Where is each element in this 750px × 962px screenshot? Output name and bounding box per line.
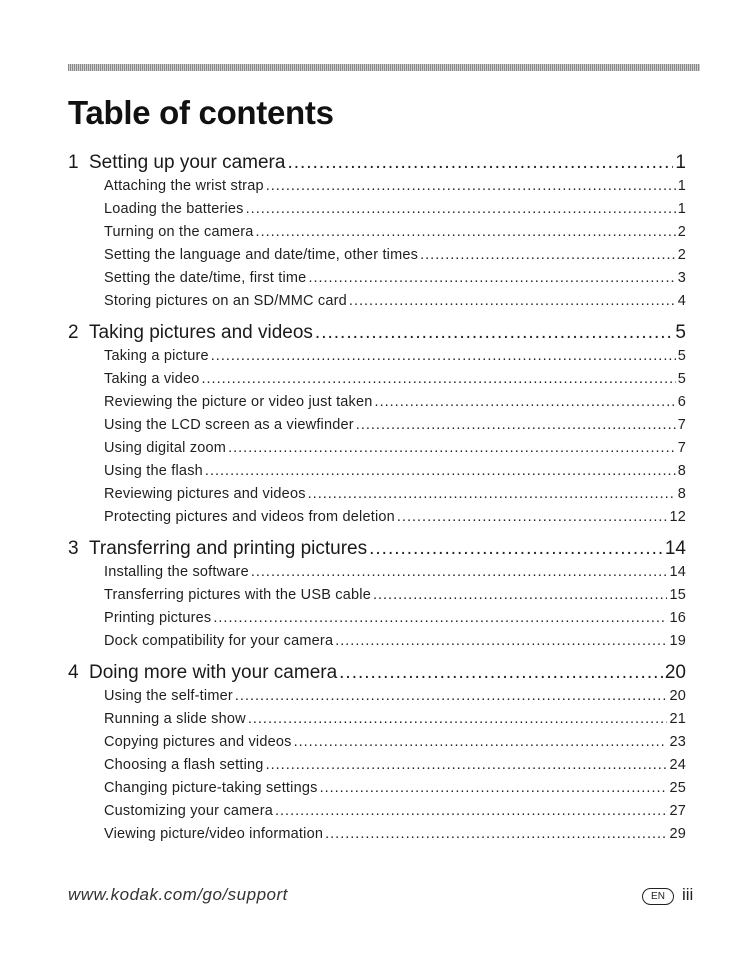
toc-chapter-entry[interactable]	[68, 660, 686, 685]
toc-section-entry[interactable]	[104, 777, 686, 800]
leader-dots	[339, 660, 663, 685]
toc-chapter	[68, 150, 686, 313]
toc-section-entry[interactable]	[104, 345, 686, 368]
section-title: Turning on the camera	[104, 224, 254, 240]
section-title: Running a slide show	[104, 711, 246, 727]
chapter-title: Transferring and printing pictures	[89, 538, 368, 559]
leader-dots	[308, 483, 676, 506]
toc-chapter-entry[interactable]	[68, 536, 686, 561]
leader-dots	[420, 244, 676, 267]
chapter-page: 14	[664, 538, 686, 559]
leader-dots	[251, 561, 668, 584]
section-page: 7	[677, 440, 686, 456]
section-page: 15	[669, 587, 686, 603]
section-page: 20	[669, 688, 686, 704]
chapter-page: 5	[675, 322, 686, 343]
section-page: 2	[677, 247, 686, 263]
leader-dots	[335, 630, 667, 653]
leader-dots	[205, 460, 676, 483]
leader-dots	[349, 290, 676, 313]
toc-chapter	[68, 536, 686, 653]
toc-section-entry[interactable]	[104, 561, 686, 584]
section-title: Copying pictures and videos	[104, 734, 292, 750]
chapter-number: 2	[68, 322, 79, 343]
section-page: 3	[677, 270, 686, 286]
section-title: Viewing picture/video information	[104, 826, 324, 842]
section-page: 5	[677, 348, 686, 364]
leader-dots	[325, 823, 667, 846]
section-page: 21	[669, 711, 686, 727]
section-title: Using the flash	[104, 463, 203, 479]
header-rule	[68, 64, 700, 71]
section-page: 4	[677, 293, 686, 309]
leader-dots	[266, 175, 676, 198]
section-title: Printing pictures	[104, 610, 212, 626]
toc-chapter	[68, 660, 686, 846]
leader-dots	[256, 221, 676, 244]
section-page: 14	[669, 564, 686, 580]
section-page: 27	[669, 803, 686, 819]
leader-dots	[373, 584, 668, 607]
chapter-number: 3	[68, 538, 79, 559]
leader-dots	[211, 345, 676, 368]
section-title: Setting the date/time, first time	[104, 270, 307, 286]
section-title: Changing picture-taking settings	[104, 780, 318, 796]
toc-section-entry[interactable]	[104, 391, 686, 414]
section-title: Taking a picture	[104, 348, 209, 364]
leader-dots	[248, 708, 668, 731]
section-title: Transferring pictures with the USB cable	[104, 587, 371, 603]
leader-dots	[369, 536, 663, 561]
section-title: Loading the batteries	[104, 201, 244, 217]
toc-chapter	[68, 320, 686, 529]
leader-dots	[246, 198, 676, 221]
section-page: 16	[669, 610, 686, 626]
toc-section-entry[interactable]	[104, 368, 686, 391]
leader-dots	[320, 777, 668, 800]
toc-section-entry[interactable]	[104, 414, 686, 437]
section-title: Reviewing pictures and videos	[104, 486, 306, 502]
toc-chapter-entry[interactable]	[68, 150, 686, 175]
section-title: Protecting pictures and videos from deletion	[104, 509, 395, 525]
section-page: 12	[669, 509, 686, 525]
section-page: 23	[669, 734, 686, 750]
section-page: 25	[669, 780, 686, 796]
leader-dots	[266, 754, 668, 777]
leader-dots	[315, 320, 674, 345]
toc-section-entry[interactable]	[104, 267, 686, 290]
section-page: 2	[677, 224, 686, 240]
section-page: 29	[669, 826, 686, 842]
section-title: Installing the software	[104, 564, 249, 580]
leader-dots	[202, 368, 676, 391]
section-title: Using digital zoom	[104, 440, 227, 456]
toc-section-entry[interactable]	[104, 198, 686, 221]
toc-section-entry[interactable]	[104, 800, 686, 823]
chapter-title: Setting up your camera	[89, 152, 286, 173]
toc-section-entry[interactable]	[104, 584, 686, 607]
section-title: Choosing a flash setting	[104, 757, 264, 773]
toc-section-entry[interactable]	[104, 244, 686, 267]
toc-section-entry[interactable]	[104, 607, 686, 630]
section-page: 1	[677, 178, 686, 194]
chapter-title: Taking pictures and videos	[89, 322, 313, 343]
section-page: 19	[669, 633, 686, 649]
page-number: iii	[682, 885, 694, 904]
leader-dots	[213, 607, 667, 630]
chapter-number: 4	[68, 662, 79, 683]
leader-dots	[294, 731, 668, 754]
toc-section-entry[interactable]	[104, 754, 686, 777]
leader-dots	[397, 506, 668, 529]
language-badge-icon: EN	[642, 888, 674, 905]
section-title: Attaching the wrist strap	[104, 178, 264, 194]
section-title: Customizing your camera	[104, 803, 273, 819]
section-page: 5	[677, 371, 686, 387]
leader-dots	[287, 150, 673, 175]
page-title: Table of contents	[68, 94, 334, 131]
section-page: 8	[677, 486, 686, 502]
toc-section-entry[interactable]	[104, 506, 686, 529]
toc-section-entry[interactable]	[104, 221, 686, 244]
support-url-link[interactable]: www.kodak.com/go/support	[68, 885, 288, 904]
section-page: 24	[669, 757, 686, 773]
leader-dots	[228, 437, 676, 460]
toc-section-entry[interactable]	[104, 630, 686, 653]
section-title: Reviewing the picture or video just taken	[104, 394, 373, 410]
section-title: Using the LCD screen as a viewfinder	[104, 417, 354, 433]
leader-dots	[235, 685, 668, 708]
toc-section-entry[interactable]	[104, 175, 686, 198]
toc-section-entry[interactable]	[104, 483, 686, 506]
toc-section-entry[interactable]	[104, 731, 686, 754]
table-of-contents	[68, 150, 686, 853]
leader-dots	[375, 391, 676, 414]
toc-section-entry[interactable]	[104, 437, 686, 460]
section-title: Dock compatibility for your camera	[104, 633, 334, 649]
toc-chapter-entry[interactable]	[68, 320, 686, 345]
toc-section-entry[interactable]	[104, 460, 686, 483]
section-page: 8	[677, 463, 686, 479]
chapter-number: 1	[68, 152, 79, 173]
toc-section-entry[interactable]	[104, 823, 686, 846]
chapter-page: 1	[675, 152, 686, 173]
page-footer	[68, 885, 692, 909]
toc-section-entry[interactable]	[104, 708, 686, 731]
leader-dots	[308, 267, 675, 290]
section-page: 7	[677, 417, 686, 433]
section-page: 6	[677, 394, 686, 410]
leader-dots	[356, 414, 676, 437]
section-title: Using the self-timer	[104, 688, 233, 704]
section-page: 1	[677, 201, 686, 217]
leader-dots	[275, 800, 667, 823]
chapter-title: Doing more with your camera	[89, 662, 338, 683]
section-title: Setting the language and date/time, other times	[104, 247, 419, 263]
section-title: Storing pictures on an SD/MMC card	[104, 293, 347, 309]
chapter-page: 20	[664, 662, 686, 683]
section-title: Taking a video	[104, 371, 200, 387]
toc-section-entry[interactable]	[104, 290, 686, 313]
toc-section-entry[interactable]	[104, 685, 686, 708]
